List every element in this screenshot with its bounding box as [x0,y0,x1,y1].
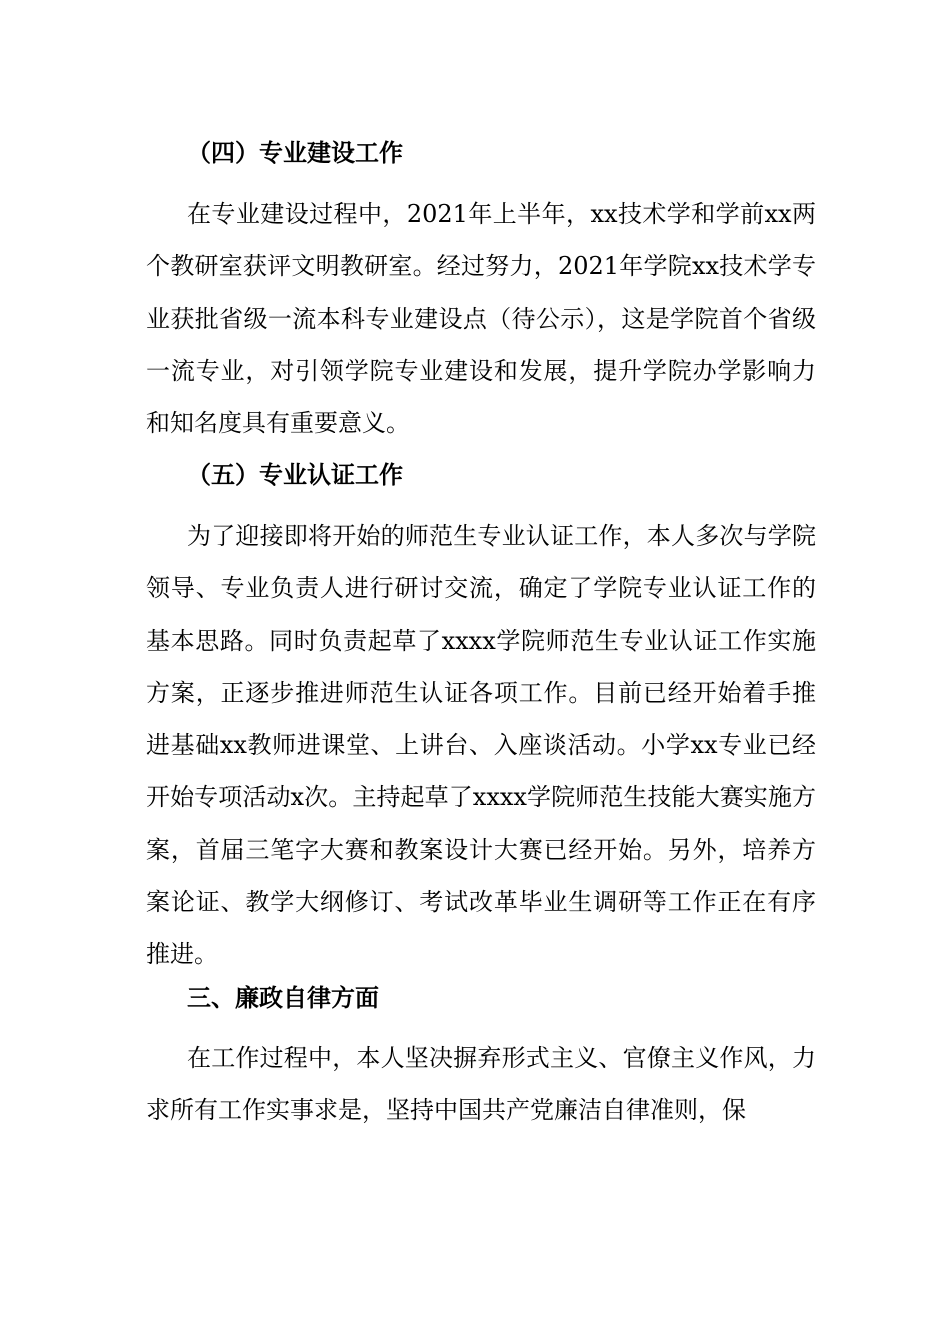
section-paragraph-professional-certification: 为了迎接即将开始的师范生专业认证工作，本人多次与学院领导、专业负责人进行研讨交流，确定了学院专业认证工作的基本思路。同时负责起草了xxxx学院师范生专业认证工作实施方案，正逐步推进师范生认证各项工作。目前已经开始着手推进基础xx教师进课堂、上讲台、入座谈活动。小学xx专业已经开始专项活动x次。主持起草了xxxx学院师范生技能大赛实施方案，首届三笔字大赛和教案设计大赛已经开始。另外，培养方案论证、教学大纲修订、考试改革毕业生调研等工作正在有序推进。 [146,522,816,969]
section-heading-integrity-self-discipline: 三、廉政自律方面 [187,983,379,1012]
section-paragraph-professional-construction: 在专业建设过程中，2021年上半年，xx技术学和学前xx两个教研室获评文明教研室。经过努力，2021年学院xx技术学专业获批省级一流本科专业建设点（待公示），这是学院首个省级一流专业，对引领学院专业建设和发展，提升学院办学影响力和知名度具有重要意义。 [146,200,816,438]
section-heading-professional-certification: （五）专业认证工作 [187,460,403,489]
section-heading-professional-construction: （四）专业建设工作 [187,138,403,167]
section-paragraph-integrity-self-discipline: 在工作过程中，本人坚决摒弃形式主义、官僚主义作风，力求所有工作实事求是，坚持中国共产党廉洁自律准则，保 [146,1044,816,1125]
